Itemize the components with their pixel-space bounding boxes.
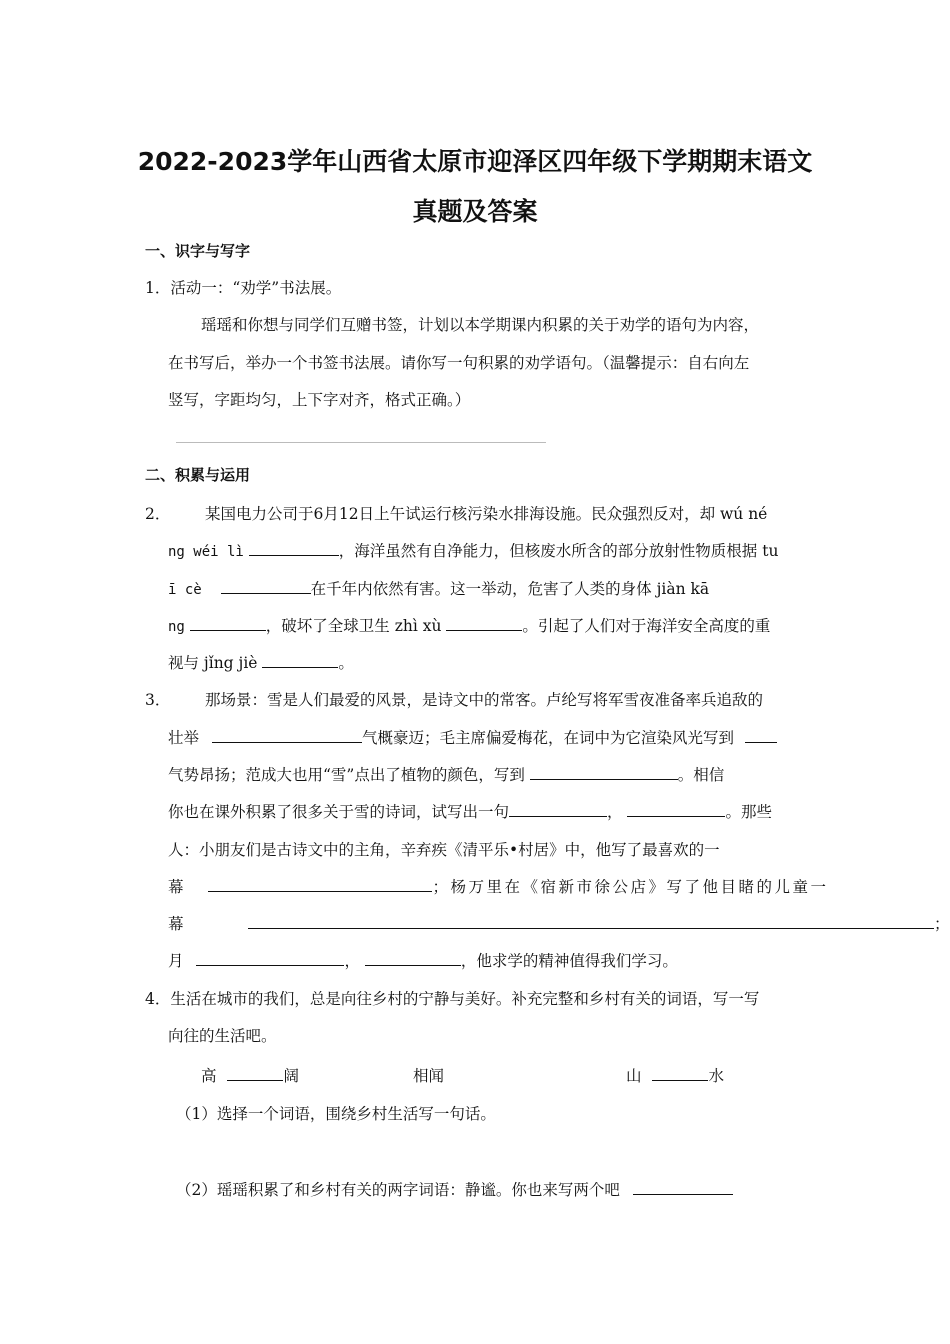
pinyin-prompt: ng — [168, 619, 185, 635]
question-4-text: 向往的生活吧。 — [168, 1027, 277, 1045]
question-3-line — [168, 800, 772, 822]
section-heading-2: 二、积累与运用 — [145, 466, 251, 484]
question-2-text: 某国电力公司于6月12日上午试运行核污染水排海设施。民众强烈反对，却 wú né — [205, 505, 768, 523]
word-fill-item — [201, 1064, 299, 1086]
answer-blank[interactable] — [249, 541, 339, 556]
answer-blank[interactable] — [633, 1180, 733, 1195]
question-3-number: 3． — [145, 691, 171, 709]
answer-blank[interactable] — [212, 728, 362, 743]
question-2-line — [168, 539, 778, 561]
question-2-number: 2． — [145, 505, 171, 523]
question-3-text: ， — [344, 952, 360, 970]
answer-blank[interactable] — [365, 951, 461, 966]
question-2-text: 在千年内依然有害。这一举动，危害了人类的身体 jiàn kā — [310, 580, 710, 598]
question-3-text: 。那些 — [725, 803, 772, 821]
section-heading-1: 一、识字与写字 — [145, 242, 251, 260]
question-1-text: 瑶瑶和你想与同学们互赠书签，计划以本学期课内积累的关于劝学的语句为内容， — [201, 316, 760, 334]
word-fill-char: 山 — [626, 1067, 642, 1085]
sub-question-2 — [176, 1178, 733, 1200]
answer-blank[interactable] — [248, 928, 934, 929]
word-fill-char: 高 — [201, 1067, 217, 1085]
question-3-text: 气概豪迈；毛主席偏爱梅花，在词中为它渲染风光写到 — [361, 729, 734, 747]
question-3-text: ，他求学的精神值得我们学习。 — [460, 952, 678, 970]
sub-question-2-text: （2）瑶瑶积累了和乡村有关的两字词语：静谧。你也来写两个吧 — [176, 1181, 620, 1199]
pinyin-prompt: ī cè — [168, 582, 202, 598]
question-3-text: 人：小朋友们是古诗文中的主角，辛弃疾《清平乐•村居》中，他写了最喜欢的一 — [168, 841, 720, 859]
question-2-text: 。 — [338, 654, 354, 672]
question-3-text: ；杨万里在《宿新市徐公店》写了他目睹的儿童一 — [432, 878, 829, 896]
word-fill-char: 阔 — [283, 1067, 299, 1085]
question-3-text: ； — [934, 915, 950, 933]
question-3-text: 月 — [168, 952, 184, 970]
question-3-line — [168, 875, 828, 897]
answer-blank[interactable] — [627, 802, 725, 817]
answer-blank[interactable] — [530, 765, 678, 780]
question-2-line — [168, 577, 709, 599]
question-3-text: 气势昂扬；范成大也用“雪”点出了植物的颜色，写到 — [168, 766, 525, 784]
question-3-line — [168, 726, 777, 748]
question-3-text: 壮举 — [168, 729, 200, 747]
answer-blank[interactable] — [262, 653, 338, 668]
answer-blank[interactable] — [446, 616, 522, 631]
question-2-text: 视与 jǐng jiè — [168, 654, 258, 672]
question-1-text: 在书写后，举办一个书签书法展。请你写一句积累的劝学语句。（温馨提示：自右向左 — [168, 354, 750, 372]
question-2-line — [168, 614, 770, 636]
question-1-text: 竖写，字距均匀，上下字对齐，格式正确。） — [168, 391, 471, 409]
question-3-text: 幕 — [168, 878, 184, 896]
pinyin-prompt: ng wéi lì — [168, 544, 244, 560]
question-4-text: 4．生活在城市的我们，总是向往乡村的宁静与美好。补充完整和乡村有关的词语，写一写 — [145, 990, 760, 1008]
question-3-text: 那场景：雪是人们最爱的风景，是诗文中的常客。卢纶写将军雪夜准备率兵追敌的 — [205, 691, 764, 709]
answer-blank[interactable] — [221, 579, 311, 594]
question-3-text: 幕 — [168, 915, 184, 933]
answer-blank[interactable] — [190, 616, 266, 631]
question-3-text: ， — [607, 803, 623, 821]
answer-line[interactable] — [176, 442, 546, 443]
question-2-text: ，破坏了全球卫生 zhì xù — [265, 617, 442, 635]
question-2-text: 。引起了人们对于海洋安全高度的重 — [522, 617, 771, 635]
question-2-text: ，海洋虽然有自净能力，但核废水所含的部分放射性物质根据 tu — [338, 542, 779, 560]
sub-question-1: （1）选择一个词语，围绕乡村生活写一句话。 — [176, 1105, 496, 1123]
question-3-text: 。相信 — [677, 766, 725, 784]
answer-blank[interactable] — [208, 877, 432, 892]
answer-blank[interactable] — [227, 1066, 283, 1081]
question-3-text: 你也在课外积累了很多关于雪的诗词，试写出一句 — [168, 803, 510, 821]
question-2-line — [168, 651, 354, 673]
question-3-line — [168, 763, 724, 785]
answer-blank[interactable] — [509, 802, 607, 817]
word-fill-char: 水 — [708, 1067, 724, 1085]
answer-blank[interactable] — [745, 728, 777, 743]
question-3-line — [168, 949, 678, 971]
document-title: 2022-2023学年山西省太原市迎泽区四年级下学期期末语文 — [137, 147, 813, 176]
question-1-label: 1．活动一：“劝学”书法展。 — [145, 279, 342, 297]
answer-blank[interactable] — [652, 1066, 708, 1081]
word-fill-item — [626, 1064, 724, 1086]
word-fill-item: 相闻 — [413, 1067, 445, 1085]
answer-blank[interactable] — [196, 951, 344, 966]
document-title-line2: 真题及答案 — [412, 197, 538, 226]
